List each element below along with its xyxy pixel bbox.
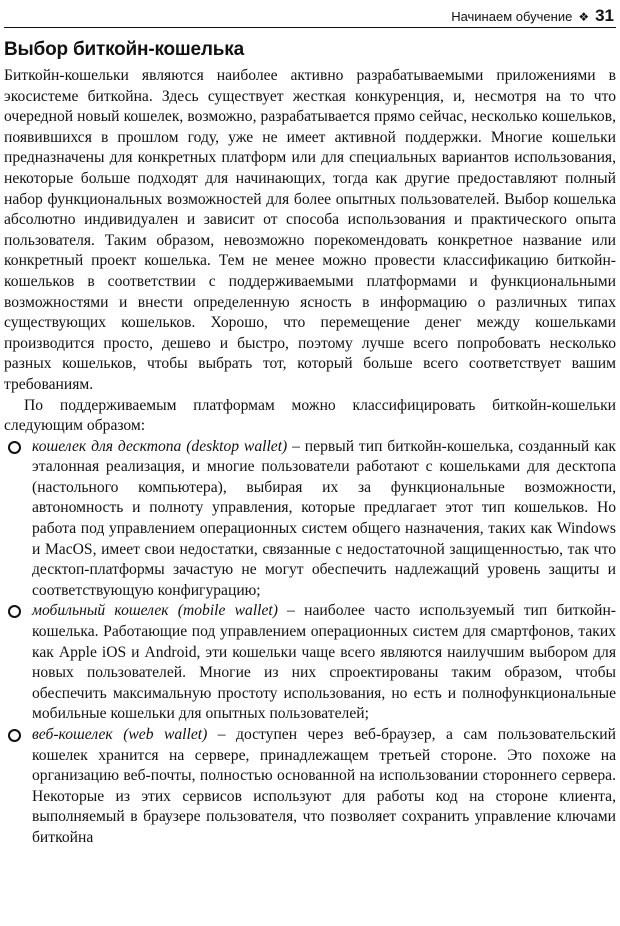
list-item: [4, 437, 616, 602]
wallet-type-list: [4, 437, 616, 849]
diamond-separator-icon: ❖: [578, 10, 590, 24]
section-title: Выбор биткойн-кошелька: [4, 39, 244, 60]
intro-paragraph: Биткойн-кошельки являются наиболее активно разрабатываемыми приложениями в экосистеме биткойна. Здесь существует жесткая конкуренция, и, несмотря на то что очередной новый кошелек, возможно, разрабатывается прямо сейчас, несколько кошельков, появившихся в прошлом году, уже не имеет активной поддержки. Многие кошельки предназначены для конкретных платформ или для специальных вариантов использования, некоторые больше подходят для начинающих, тогда как другие предоставляют полный набор функциональных возможностей для более опытных пользователей. Выбор кошелька абсолютно индивидуален и зависит от способа использования и практического опыта пользователя. Таким образом, невозможно порекомендовать конкретное название или конкретный проект кошелька. Тем не менее можно провести классификацию биткойн-кошельков в соответствии с поддерживаемыми платформами и функциональными возможностями и внести определенную ясность в информацию о различных типах существующих кошельков. Хорошо, что перемещение денег между кошельками производится просто, дешево и быстро, поэтому лучше всего попробовать несколько разных кошельков, чтобы выбрать тот, который больше всего соответствует вашим требованиям.: [4, 67, 616, 393]
list-item-term: мобильный кошелек (mobile wallet): [32, 602, 278, 620]
list-item-text: – первый тип биткойн-кошелька, созданный как эталонная реализация, и многие пользователи работают с кошельками для десктопа (настольного компьютера), выбирая их за функциональные возможности, автономность и полноту управления, которые предлагает этот тип кошельков. Но работа под управлением операционных систем общего назначения, таких как Windows и MacOS, имеет свои недостатки, связанные с недостаточной защищенностью, так что десктоп-платформы зачастую не могут обеспечить надлежащий уровень защиты и соответствующую конфигурацию;: [32, 437, 616, 599]
running-header-section: Начинаем обучение: [451, 9, 573, 24]
page-content: [4, 34, 616, 849]
running-header: [451, 6, 614, 26]
circle-bullet-icon: [8, 605, 21, 618]
list-item: [4, 601, 616, 725]
classification-lead-paragraph: По поддерживаемым платформам можно классифицировать биткойн-кошельки следующим образом:: [4, 396, 616, 435]
list-item-term: кошелек для десктопа (desktop wallet): [32, 437, 288, 455]
list-item-term: веб-кошелек (web wallet): [32, 726, 208, 743]
list-item-text: – доступен через веб-браузер, а сам пользовательский кошелек хранится на сервере, принадлежащем третьей стороне. Это похоже на организацию веб-почты, полностью основанной на использовании стороннего сервера. Некоторые из этих сервисов используют для работы код на стороне клиента, выполняемый в браузере пользователя, что позволяет сохранить управление ключами биткойна: [32, 726, 616, 846]
list-item-text: – наиболее часто используемый тип биткойн-кошелька. Работающие под управлением операционных систем для смартфонов, таких как Apple iOS и Android, эти кошельки чаще всего являются наилучшим выбором для новых пользователей. Многие из них спроектированы таким образом, чтобы обеспечить максимальную простоту использования, но есть и полнофункциональные мобильные кошельки для опытных пользователей;: [32, 602, 617, 723]
circle-bullet-icon: [8, 729, 21, 742]
circle-bullet-icon: [8, 441, 21, 454]
header-rule: [4, 27, 616, 28]
list-item: [4, 725, 616, 849]
page-number: 31: [595, 6, 614, 25]
